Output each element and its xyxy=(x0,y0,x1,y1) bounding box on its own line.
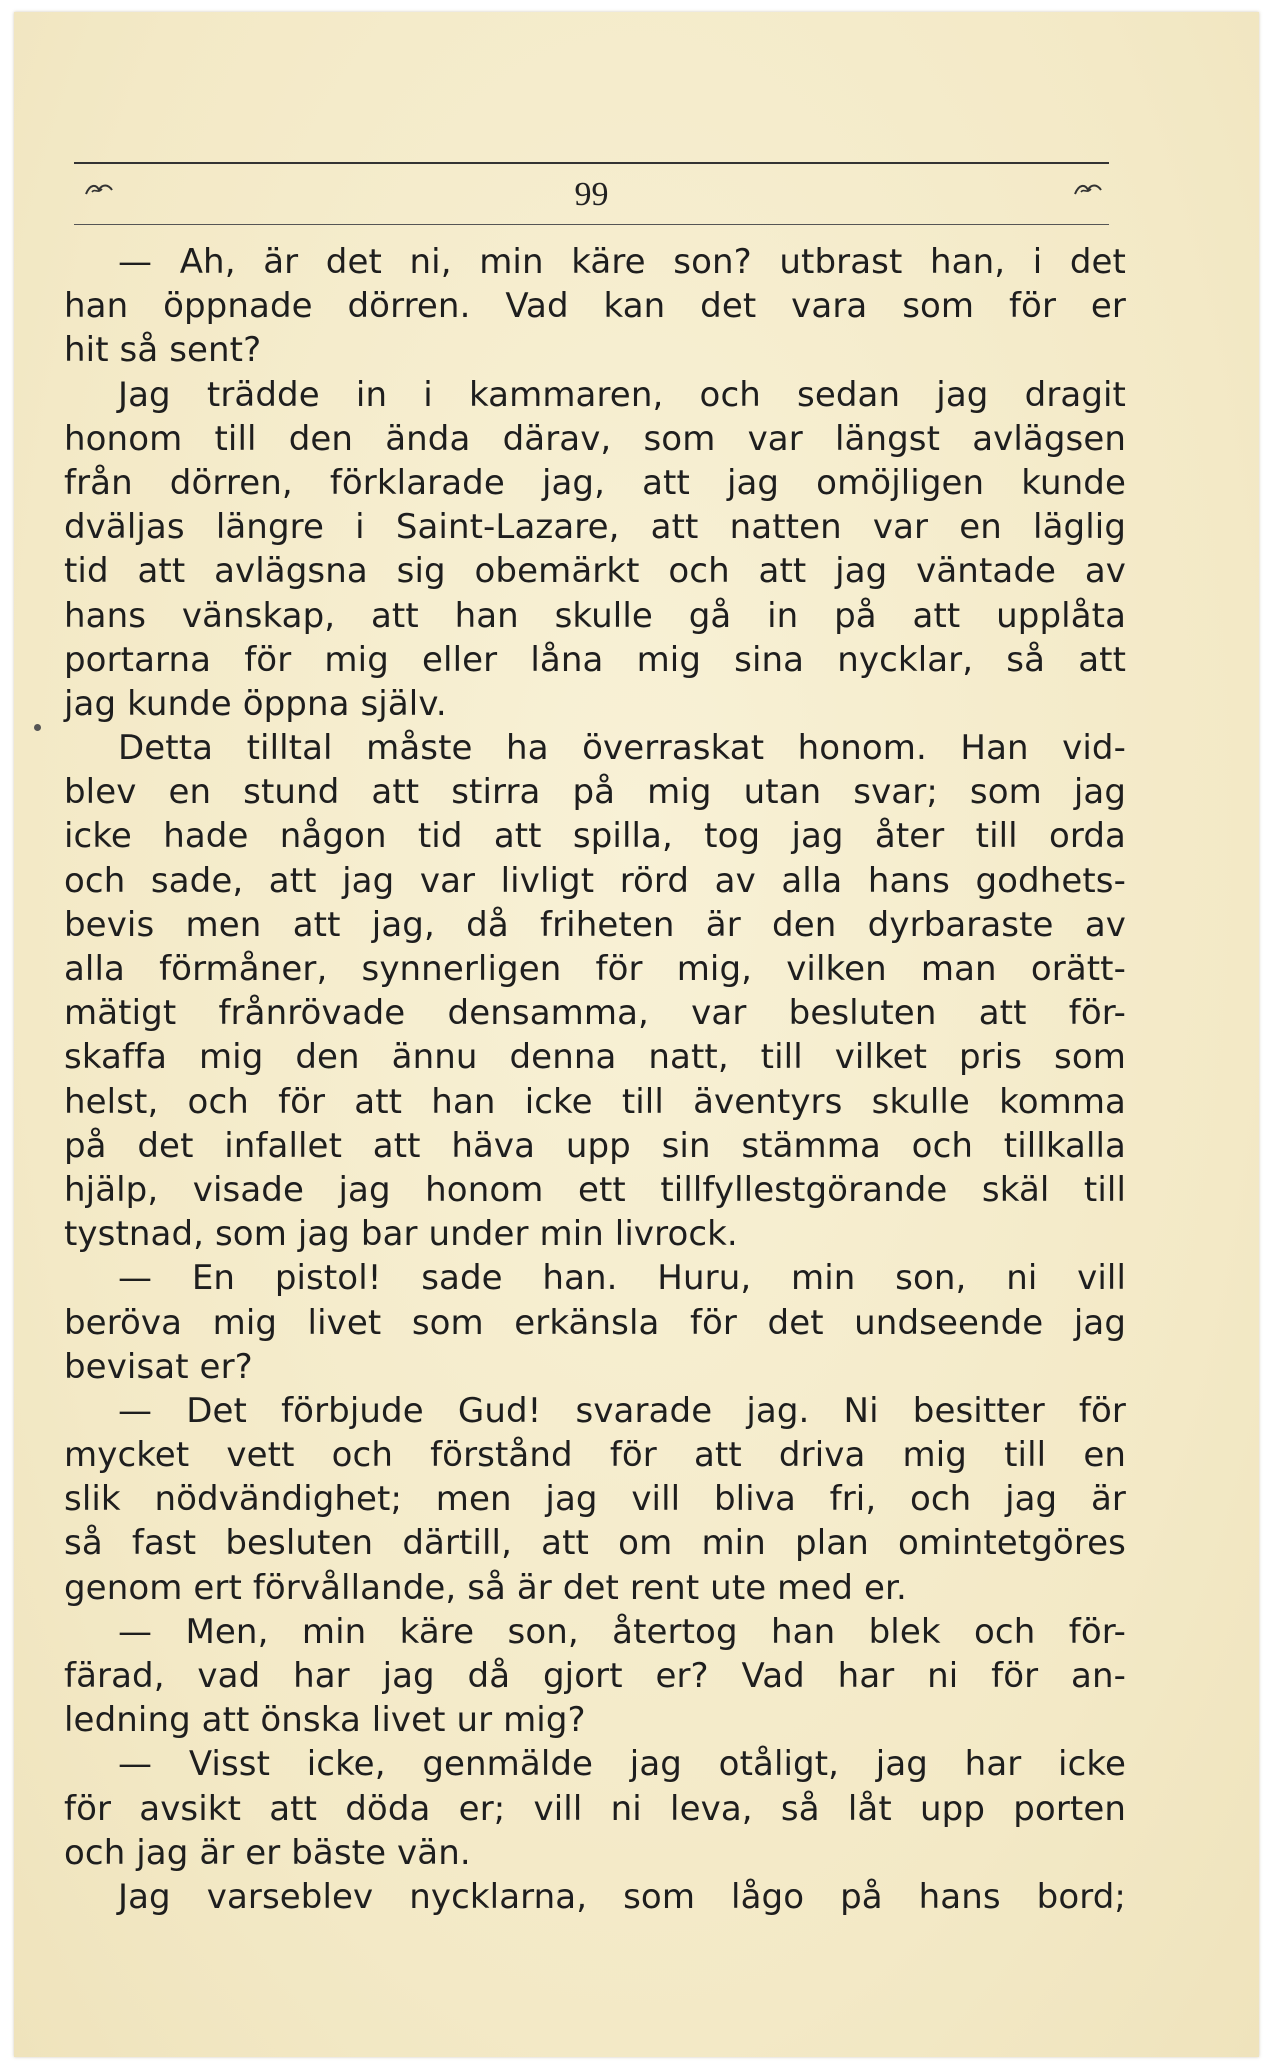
leaf-ornament-icon xyxy=(1073,180,1103,200)
header-rule-bottom xyxy=(74,224,1109,225)
text-line: hjälp, visade jag honom ett tillfyllestgörande skäl till xyxy=(64,1169,1126,1210)
text-line: ledning att önska livet ur mig? xyxy=(64,1700,586,1741)
text-line: bevis men att jag, då friheten är den dyrbaraste av xyxy=(64,904,1126,945)
text-line: blev en stund att stirra på mig utan svar; som jag xyxy=(64,772,1126,813)
book-page xyxy=(14,12,1259,2057)
text-line: jag kunde öppna själv. xyxy=(64,683,447,724)
margin-dot xyxy=(34,724,41,731)
page-number: 99 xyxy=(574,176,609,213)
text-line: — Det förbjude Gud! svarade jag. Ni besitter för xyxy=(118,1390,1126,1431)
text-line: — Men, min käre son, återtog han blek och för- xyxy=(118,1611,1126,1652)
text-line: och jag är er bäste vän. xyxy=(64,1832,471,1873)
text-line: Jag trädde in i kammaren, och sedan jag dragit xyxy=(118,374,1126,415)
text-line: helst, och för att han icke till äventyrs skulle komma xyxy=(64,1081,1126,1122)
text-line: tid att avlägsna sig obemärkt och att jag väntade av xyxy=(64,551,1126,592)
text-line: färad, vad har jag då gjort er? Vad har ni för an- xyxy=(64,1656,1126,1696)
text-line: för avsikt att döda er; vill ni leva, så låt upp porten xyxy=(64,1788,1126,1829)
body-text xyxy=(64,240,1126,1919)
text-line: bevisat er? xyxy=(64,1346,253,1387)
text-line: slik nödvändighet; men jag vill bliva fri, och jag är xyxy=(64,1479,1126,1520)
text-line: skaffa mig den ännu denna natt, till vilket pris som xyxy=(64,1037,1126,1078)
text-line: från dörren, förklarade jag, att jag omöjligen kunde xyxy=(64,462,1126,503)
text-line: dväljas längre i Saint-Lazare, att natten var en läglig xyxy=(64,507,1126,548)
text-line: han öppnade dörren. Vad kan det vara som för er xyxy=(64,286,1126,327)
header-rule-top xyxy=(74,162,1109,164)
text-line: — Ah, är det ni, min käre son? utbrast han, i det xyxy=(118,242,1126,282)
text-line: Detta tilltal måste ha överraskat honom. Han vid- xyxy=(118,728,1126,769)
text-line: och sade, att jag var livligt rörd av alla hans godhets- xyxy=(64,860,1126,901)
text-line: hans vänskap, att han skulle gå in på att upplåta xyxy=(64,595,1126,636)
text-line: honom till den ända därav, som var längst avlägsen xyxy=(64,418,1126,459)
text-line: alla förmåner, synnerligen för mig, vilken man orätt- xyxy=(64,949,1126,989)
text-line: hit så sent? xyxy=(64,330,262,371)
text-line: — Visst icke, genmälde jag otåligt, jag har icke xyxy=(118,1744,1126,1785)
text-line: genom ert förvållande, så är det rent ute med er. xyxy=(64,1567,907,1608)
page-header xyxy=(74,162,1109,232)
text-line: icke hade någon tid att spilla, tog jag åter till orda xyxy=(64,816,1126,857)
text-line: mycket vett och förstånd för att driva mig till en xyxy=(64,1435,1126,1476)
text-line: Jag varseblev nycklarna, som lågo på hans bord; xyxy=(118,1876,1126,1917)
text-line: så fast besluten därtill, att om min plan omintetgöres xyxy=(64,1523,1126,1564)
text-line: mätigt frånrövade densamma, var besluten att för- xyxy=(64,993,1126,1034)
text-line: beröva mig livet som erkänsla för det undseende jag xyxy=(64,1302,1126,1343)
text-line: — En pistol! sade han. Huru, min son, ni vill xyxy=(118,1258,1126,1299)
text-line: tystnad, som jag bar under min livrock. xyxy=(64,1214,738,1255)
text-line: portarna för mig eller låna mig sina nycklar, så att xyxy=(64,639,1126,680)
text-line: på det infallet att häva upp sin stämma och tillkalla xyxy=(64,1125,1126,1166)
